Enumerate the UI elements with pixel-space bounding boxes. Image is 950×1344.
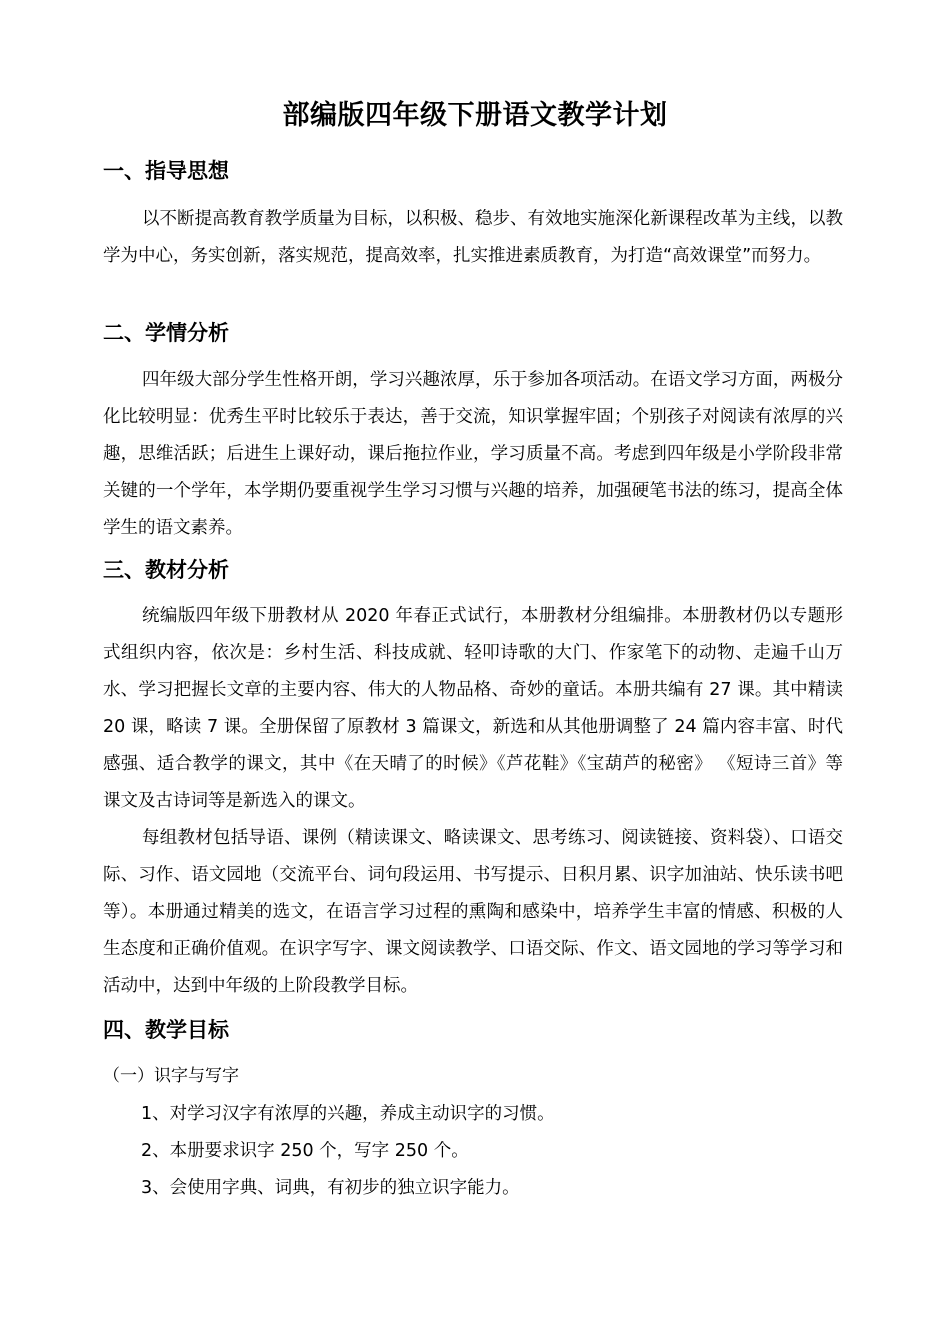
goal-item-3: 3、会使用字典、词典，有初步的独立识字能力。: [141, 1178, 520, 1198]
paragraph-guiding-ideology: 以不断提高教育教学质量为目标，以积极、稳步、有效地实施深化新课程改革为主线，以教学为中心，务实创新，落实规范，提高效率，扎实推进素质教育，为打造“高效课堂”而努力。: [103, 209, 843, 266]
section-heading-textbook-analysis: 三、教材分析: [103, 558, 229, 582]
document-title: 部编版四年级下册语文教学计划: [282, 100, 668, 131]
section-heading-teaching-goals: 四、教学目标: [103, 1018, 229, 1042]
section-heading-student-analysis: 二、学情分析: [103, 321, 229, 345]
goal-item-2: 2、本册要求识字 250 个，写字 250 个。: [141, 1141, 469, 1161]
paragraph-textbook-analysis-2: 每组教材包括导语、课例（精读课文、略读课文、思考练习、阅读链接、资料袋）、口语交际、习作、语文园地（交流平台、词句段运用、书写提示、日积月累、识字加油站、快乐读书吧等）。本册通过精美的选文，在语言学习过程的熏陶和感染中，培养学生丰富的情感、积极的人生态度和正确价值观。在识字写字、课文阅读教学、口语交际、作文、语文园地的学习等学习和活动中，达到中年级的上阶段教学目标。: [103, 828, 843, 996]
paragraph-textbook-analysis-1: 统编版四年级下册教材从 2020 年春正式试行，本册教材分组编排。本册教材仍以专题形式组织内容，依次是：乡村生活、科技成就、轻叩诗歌的大门、作家笔下的动物、走遍千山万水、学习把握长文章的主要内容、伟大的人物品格、奇妙的童话。本册共编有 27 课。其中精读 20 课，略读 7 课。全册保留了原教材 3 篇课文，新选和从其他册调整了 24 篇内容丰富、时代感强、适合教学的课文，其中《在天晴了的时候》《芦花鞋》《宝葫芦的秘密》 《短诗三首》等课文及古诗词等是新选入的课文。: [103, 606, 843, 811]
goal-item-1: 1、对学习汉字有浓厚的兴趣，养成主动识字的习惯。: [141, 1104, 555, 1124]
section-heading-guiding-ideology: 一、指导思想: [103, 159, 229, 183]
subheading-literacy-writing: （一）识字与写字: [103, 1066, 239, 1086]
paragraph-student-analysis: 四年级大部分学生性格开朗，学习兴趣浓厚，乐于参加各项活动。在语文学习方面，两极分化比较明显：优秀生平时比较乐于表达，善于交流，知识掌握牢固；个别孩子对阅读有浓厚的兴趣，思维活跃；后进生上课好动，课后拖拉作业，学习质量不高。考虑到四年级是小学阶段非常关键的一个学年，本学期仍要重视学生学习习惯与兴趣的培养，加强硬笔书法的练习，提高全体学生的语文素养。: [103, 370, 843, 538]
